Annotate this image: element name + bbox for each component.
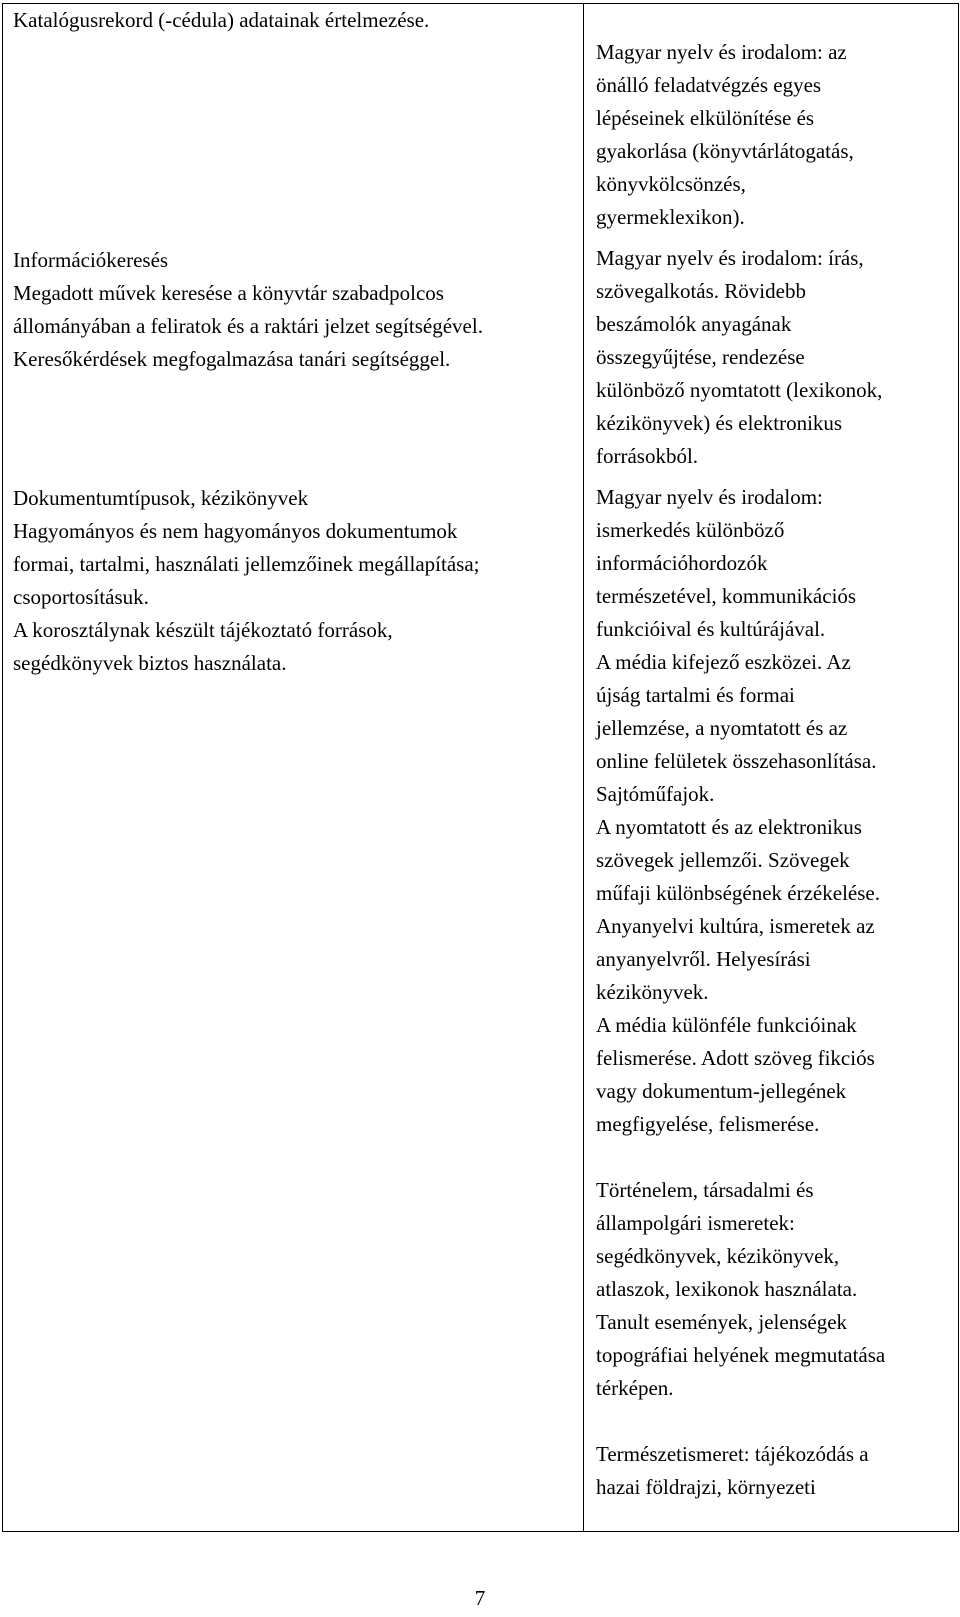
text-line: kézikönyvek. [596,980,709,1004]
left-column [3,4,583,680]
text-line: forrásokból. [596,444,699,468]
text-line: Katalógusrekord (-cédula) adatainak értelmezése. [13,8,430,32]
right-column-cell [584,4,959,1532]
right-block-hungarian-media [596,481,954,1141]
left-block-information-search [13,244,579,376]
text-line: segédkönyvek biztos használata. [13,651,287,675]
left-column-cell [3,4,584,1532]
left-block-document-types [13,482,579,680]
text-line: megfigyelése, felismerése. [596,1112,820,1136]
text-line: anyanyelvről. Helyesírási [596,947,811,971]
text-line: A korosztálynak készült tájékoztató források, [13,618,393,642]
text-line: Hagyományos és nem hagyományos dokumentumok [13,519,458,543]
text-line: hazai földrajzi, környezeti [596,1475,816,1499]
table-row [3,4,959,1532]
text-line: felismerése. Adott szöveg fikciós [596,1046,875,1070]
text-line: könyvkölcsönzés, [596,172,746,196]
text-line: önálló feladatvégzés egyes [596,73,822,97]
text-line: online felületek összehasonlítása. [596,749,877,773]
text-line: gyermeklexikon). [596,205,745,229]
text-line: ismerkedés különböző [596,518,785,542]
text-line: gyakorlása (könyvtárlátogatás, [596,139,854,163]
text-line: A nyomtatott és az elektronikus [596,815,862,839]
content-table [2,3,959,1532]
text-line: topográfiai helyének megmutatása [596,1343,886,1367]
text-line: beszámolók anyagának [596,312,792,336]
text-line: Természetismeret: tájékozódás a [596,1442,869,1466]
text-line: összegyűjtése, rendezése [596,345,805,369]
text-line: Megadott művek keresése a könyvtár szabadpolcos [13,281,444,305]
text-line: A média kifejező eszközei. Az [596,650,851,674]
text-line: szövegek jellemzői. Szövegek [596,848,850,872]
text-line: Anyanyelvi kultúra, ismeretek az [596,914,875,938]
text-line: vagy dokumentum-jellegének [596,1079,847,1103]
right-block-natural-science [596,1438,954,1504]
section-heading: Információkeresés [13,248,169,272]
text-line: atlaszok, lexikonok használata. [596,1277,858,1301]
right-block-hungarian-writing [596,242,954,473]
text-line: Keresőkérdések megfogalmazása tanári segítséggel. [13,347,451,371]
text-line: Magyar nyelv és irodalom: írás, [596,246,864,270]
text-line: csoportosításuk. [13,585,149,609]
text-line: formai, tartalmi, használati jellemzőinek megállapítása; [13,552,480,576]
left-block-catalog [13,4,579,37]
text-line: Magyar nyelv és irodalom: az [596,40,847,64]
text-line: természetével, kommunikációs [596,584,857,608]
text-line: Történelem, társadalmi és [596,1178,814,1202]
text-line: állományában a feliratok és a raktári jelzet segítségével. [13,314,483,338]
right-column [584,36,958,1504]
section-heading: Dokumentumtípusok, kézikönyvek [13,486,309,510]
text-line: szövegalkotás. Rövidebb [596,279,806,303]
text-line: Magyar nyelv és irodalom: [596,485,823,509]
text-line: A média különféle funkcióinak [596,1013,857,1037]
text-line: műfaji különbségének érzékelése. [596,881,880,905]
right-block-history [596,1174,954,1405]
text-line: újság tartalmi és formai [596,683,795,707]
text-line: segédkönyvek, kézikönyvek, [596,1244,840,1268]
page-number: 7 [474,1586,486,1610]
text-line: Tanult események, jelenségek [596,1310,848,1334]
text-line: lépéseinek elkülönítése és [596,106,815,130]
text-line: térképen. [596,1376,674,1400]
text-line: kézikönyvek) és elektronikus [596,411,843,435]
text-line: különböző nyomtatott (lexikonok, [596,378,883,402]
right-block-hungarian-independent-work [596,36,954,234]
text-line: információhordozók [596,551,768,575]
text-line: funkcióival és kultúrájával. [596,617,826,641]
text-line: jellemzése, a nyomtatott és az [596,716,848,740]
text-line: Sajtóműfajok. [596,782,715,806]
text-line: állampolgári ismeretek: [596,1211,795,1235]
